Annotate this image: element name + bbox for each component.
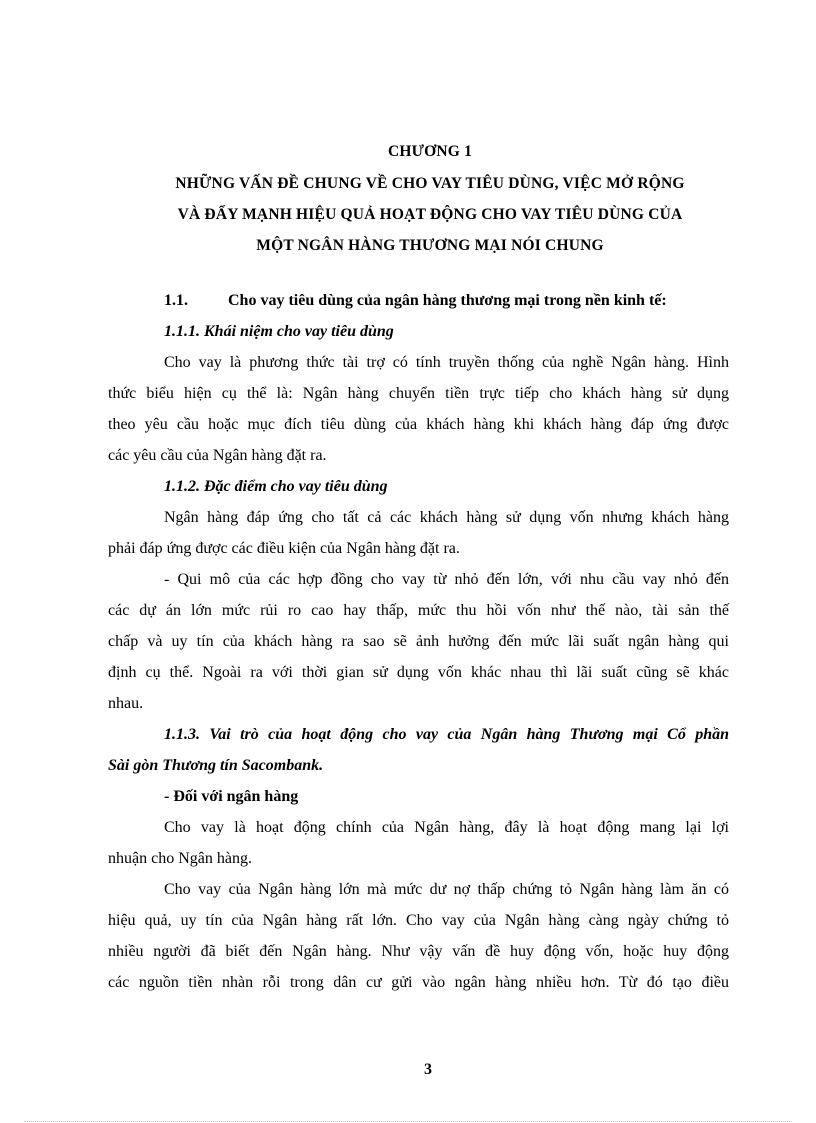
bank-role-heading: - Đối với ngân hàng (164, 788, 299, 805)
sub3-line-6: các nguồn tiền nhàn rỗi trong dân cư gửi vào ngân hàng nhiều hơn. Từ đó tạo điều (108, 974, 729, 991)
subsection-3-heading-line-2: Sài gòn Thương tín Sacombank. (108, 757, 324, 774)
section-number: 1.1. (164, 292, 188, 309)
subsection-3-heading-line-1: 1.1.3. Vai trò của hoạt động cho vay của Ngân hàng Thương mại Cổ phần (164, 726, 729, 743)
section-title: Cho vay tiêu dùng của ngân hàng thương mại trong nền kinh tế: (228, 292, 667, 309)
sub3-line-4: hiệu quả, uy tín của Ngân hàng rất lớn. Cho vay của Ngân hàng càng ngày chứng tỏ (108, 912, 729, 929)
sub1-line-2: thức biểu hiện cụ thể là: Ngân hàng chuyển tiền trực tiếp cho khách hàng sử dụng (108, 385, 729, 402)
sub1-line-1: Cho vay là phương thức tài trợ có tính truyền thống của nghề Ngân hàng. Hình (164, 354, 729, 371)
chapter-title-line-3: MỘT NGÂN HÀNG THƯƠNG MẠI NÓI CHUNG (256, 237, 604, 254)
section-heading (164, 292, 667, 310)
sub3-line-5: nhiều người đã biết đến Ngân hàng. Như vậy vấn đề huy động vốn, hoặc huy động (108, 943, 729, 960)
page-bottom-divider (24, 1121, 792, 1122)
sub2-line-2: phải đáp ứng được các điều kiện của Ngân hàng đặt ra. (108, 540, 460, 557)
sub2-line-3: - Qui mô của các hợp đồng cho vay từ nhỏ đến lớn, với nhu cầu vay nhỏ đến (164, 571, 729, 588)
sub3-line-3: Cho vay của Ngân hàng lớn mà mức dư nợ thấp chứng tỏ Ngân hàng làm ăn có (164, 881, 729, 898)
chapter-number: CHƯƠNG 1 (387, 143, 473, 160)
sub1-line-3: theo yêu cầu hoặc mục đích tiêu dùng của khách hàng khi khách hàng đáp ứng được (108, 416, 729, 433)
sub2-line-1: Ngân hàng đáp ứng cho tất cả các khách hàng sử dụng vốn nhưng khách hàng (164, 509, 729, 526)
subsection-1-heading: 1.1.1. Khái niệm cho vay tiêu dùng (164, 323, 394, 340)
chapter-title-line-2: VÀ ĐẨY MẠNH HIỆU QUẢ HOẠT ĐỘNG CHO VAY TIÊU DÙNG CỦA (177, 206, 683, 223)
sub3-line-2: nhuận cho Ngân hàng. (108, 850, 252, 867)
sub2-line-6: định cụ thể. Ngoài ra với thời gian sử dụng vốn khác nhau thì lãi suất cũng sẽ khác (108, 664, 729, 681)
page-number: 3 (424, 1061, 432, 1078)
sub2-line-5: chấp và uy tín của khách hàng ra sao sẽ ảnh hưởng đến mức lãi suất ngân hàng qui (108, 633, 729, 650)
sub2-line-7: nhau. (108, 695, 144, 712)
sub1-line-4: các yêu cầu của Ngân hàng đặt ra. (108, 447, 327, 464)
sub3-line-1: Cho vay là hoạt động chính của Ngân hàng, đây là hoạt động mang lại lợi (164, 819, 729, 836)
sub2-line-4: các dự án lớn mức rủi ro cao hay thấp, mức thu hồi vốn như thế nào, tài sản thế (108, 602, 729, 619)
chapter-title-line-1: NHỮNG VẤN ĐỀ CHUNG VỀ CHO VAY TIÊU DÙNG, VIỆC MỞ RỘNG (175, 175, 685, 192)
subsection-2-heading: 1.1.2. Đặc điểm cho vay tiêu dùng (164, 478, 388, 495)
